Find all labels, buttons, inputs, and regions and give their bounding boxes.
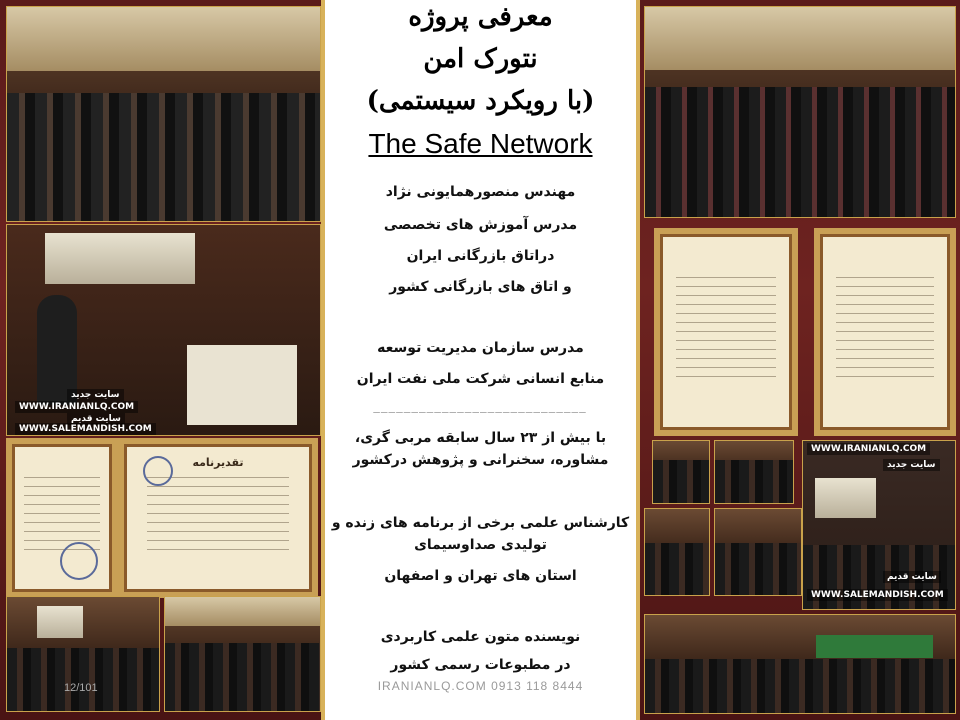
certificate-text-lines <box>676 277 776 381</box>
lecture-photo <box>6 224 321 436</box>
event-photo-small-1 <box>652 440 710 504</box>
hall-ceiling <box>7 7 320 71</box>
certificate-appreciation <box>118 438 318 598</box>
seated-audience <box>645 659 955 713</box>
audience-photo-right <box>644 614 956 714</box>
author-role-3: و اتاق های بازرگانی کشور <box>389 279 572 295</box>
left-site-new-label: سایت جدید <box>67 389 124 401</box>
right-url-label-1: WWW.IRANIANLQ.COM <box>807 443 930 455</box>
seated-audience <box>645 543 709 595</box>
certificate-logo <box>143 456 173 486</box>
event-photo-small-2 <box>714 440 794 504</box>
event-photo-small-4 <box>714 508 802 596</box>
presentation-screen <box>815 478 876 518</box>
standing-group <box>645 87 955 217</box>
writer-line-2: در مطبوعات رسمی کشور <box>390 657 571 673</box>
green-banner <box>816 635 934 659</box>
certificate-right-1 <box>654 228 798 436</box>
teaching-line-1: مدرس سازمان مدیریت توسعه <box>377 340 584 356</box>
left-site-old-label: سایت قدیم <box>67 413 125 425</box>
tv-line-2: تولیدی صداوسیمای <box>414 537 547 553</box>
seated-audience <box>653 460 709 503</box>
title-line-3: (با رویکرد سیستمی) <box>366 86 595 116</box>
certificate-text-lines <box>24 477 100 555</box>
certificate-seal <box>60 542 98 580</box>
seated-audience <box>715 460 793 503</box>
writer-line-1: نویسنده متون علمی کاربردی <box>380 629 581 645</box>
audience-photo-2 <box>164 596 321 712</box>
certificate-title: تقدیرنامه <box>192 455 244 469</box>
gold-divider-strip <box>636 0 640 720</box>
author-role-2: دراتاق بازرگانی ایران <box>406 248 555 264</box>
right-photo-collage <box>636 0 960 720</box>
title-line-2: نتورک امن <box>423 44 538 74</box>
title-line-1: معرفی پروژه <box>408 2 553 32</box>
left-url-label-1: WWW.IRANIANLQ.COM <box>15 401 138 413</box>
seated-audience <box>7 648 159 711</box>
seated-audience <box>715 543 801 595</box>
author-role-1: مدرس آموزش های تخصصی <box>383 217 578 233</box>
standing-group <box>7 93 320 221</box>
banner-stand <box>187 345 297 425</box>
presentation-screen <box>37 606 83 638</box>
seated-audience <box>165 643 320 711</box>
group-photo-right <box>644 6 956 218</box>
right-site-new-label: سایت جدید <box>883 459 940 471</box>
event-photo-small-3 <box>644 508 710 596</box>
left-photo-collage <box>0 0 325 720</box>
projection-screen <box>45 233 195 283</box>
certificate-text-lines <box>836 277 935 381</box>
experience-line-2: مشاوره، سخنرانی و پژوهش درکشور <box>352 452 609 468</box>
footer-contact: IRANIANLQ.COM 0913 118 8444 <box>377 679 584 693</box>
experience-line-1: با بیش از ۲۳ سال سابقه مربی گری، <box>354 430 607 446</box>
right-site-old-label: سایت قدیم <box>883 571 941 583</box>
teaching-line-2: منابع انسانی شرکت ملی نفت ایران <box>356 371 605 387</box>
right-url-label-2: WWW.SALEMANDISH.COM <box>807 589 948 601</box>
english-title: The Safe Network <box>368 128 593 159</box>
hall-ceiling <box>165 597 320 626</box>
group-photo-left <box>6 6 321 222</box>
tv-line-3: استان های تهران و اصفهان <box>384 568 577 584</box>
center-info-column <box>325 0 636 720</box>
dashed-divider: ____________________________ <box>373 400 587 413</box>
certificate-right-2 <box>814 228 956 436</box>
slide-number: 12/101 <box>64 682 98 694</box>
certificate-left-small <box>6 438 118 598</box>
tv-line-1: کارشناس علمی برخی از برنامه های زنده و <box>331 515 630 531</box>
author-name: مهندس منصورهمایونی نژاد <box>385 184 576 200</box>
website-banner-photo <box>802 440 956 610</box>
left-url-label-2: WWW.SALEMANDISH.COM <box>15 423 156 435</box>
hall-ceiling <box>645 7 955 70</box>
certificate-text-lines <box>147 477 290 555</box>
audience-photo-1 <box>6 596 160 712</box>
